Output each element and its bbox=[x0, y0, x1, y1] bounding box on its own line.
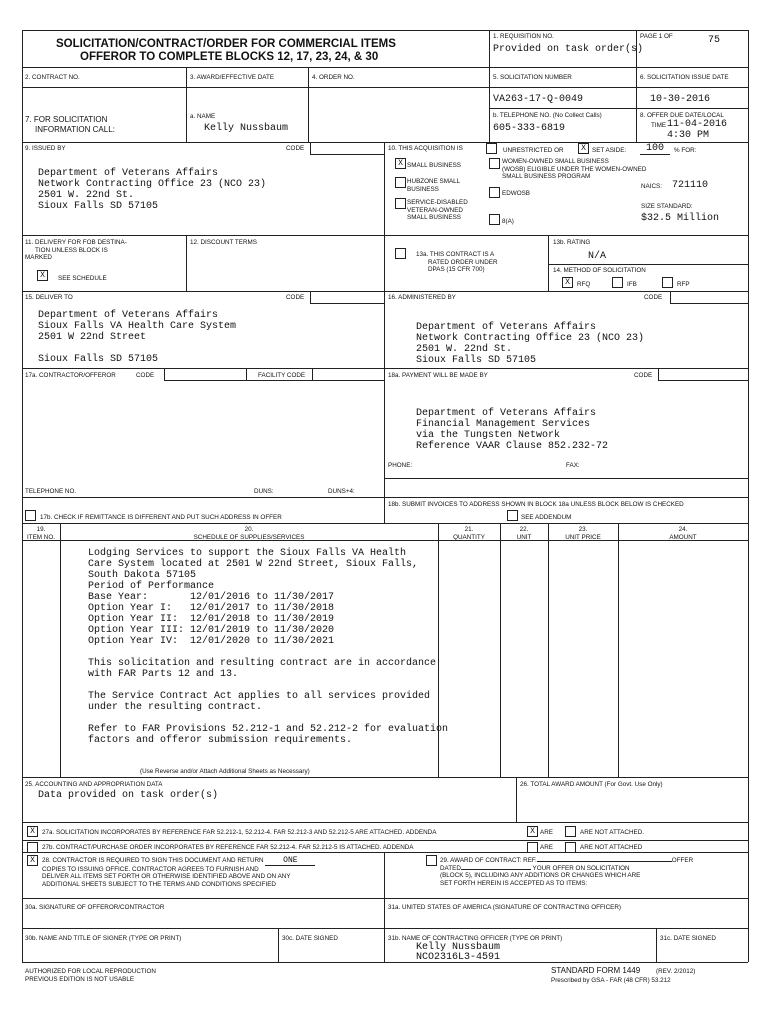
form-number: STANDARD FORM 1449 bbox=[551, 966, 641, 975]
incorporates-27b-checkbox[interactable] bbox=[27, 842, 38, 853]
form-revision: (REV. 2/2012) bbox=[656, 968, 696, 975]
unrestricted-label: UNRESTRICTED OR bbox=[503, 147, 564, 154]
total-award-label: 26. TOTAL AWARD AMOUNT (For Govt. Use Only) bbox=[520, 781, 663, 788]
see-schedule-checkbox[interactable]: X bbox=[37, 270, 48, 281]
setaside-percent[interactable]: 100 bbox=[640, 143, 670, 155]
offer-due-date[interactable]: 11-04-2016 bbox=[667, 119, 728, 130]
col-item-no: 19. ITEM NO. bbox=[27, 526, 55, 541]
addendum-checkbox[interactable] bbox=[507, 510, 518, 521]
order-no-label: 4. ORDER NO. bbox=[312, 74, 355, 81]
sign-required-checkbox[interactable]: X bbox=[27, 855, 38, 866]
rfp-label: RFP bbox=[677, 281, 690, 288]
officer-name-label: 31b. NAME OF CONTRACTING OFFICER (TYPE OR PRINT) bbox=[388, 935, 563, 942]
hubzone-label: HUBZONE SMALL BUSINESS bbox=[407, 178, 461, 193]
form-title: SOLICITATION/CONTRACT/ORDER FOR COMMERCIAL ITEMS bbox=[56, 38, 396, 50]
date-signed-31c-label: 31c. DATE SIGNED bbox=[660, 935, 716, 942]
are-not-attached-27b-label: ARE NOT ATTACHED bbox=[580, 844, 643, 851]
contractor-code-label: CODE bbox=[136, 372, 155, 379]
ifb-label: IFB bbox=[627, 281, 637, 288]
col-quantity: 21. QUANTITY bbox=[453, 526, 485, 541]
col-supplies: 20. SCHEDULE OF SUPPLIES/SERVICES bbox=[193, 526, 305, 541]
signature-officer-label: 31a. UNITED STATES OF AMERICA (SIGNATURE OF CONTRACTING OFFICER) bbox=[388, 904, 622, 911]
are-attached-27b-label: ARE bbox=[540, 844, 553, 851]
telephone-label: b. TELEPHONE NO. (No Collect Calls) bbox=[493, 112, 602, 119]
page-total: 75 bbox=[708, 35, 721, 46]
requisition-value[interactable]: Provided on task order(s) bbox=[493, 44, 644, 55]
telephone-value[interactable]: 605-333-6819 bbox=[493, 123, 566, 134]
payment-label: 18a. PAYMENT WILL BE MADE BY bbox=[388, 372, 488, 379]
are-attached-label: ARE bbox=[540, 829, 553, 836]
signature-offeror-label: 30a. SIGNATURE OF OFFEROR/CONTRACTOR bbox=[25, 904, 165, 911]
see-schedule-label: SEE SCHEDULE bbox=[58, 275, 107, 282]
incorporates-27a-label: 27a. SOLICITATION INCORPORATES BY REFERENCE FAR 52.212-1, 52.212-4. FAR 52.212-3 AND 52.212-5 ARE ATTACHED. ADDENDA bbox=[42, 829, 437, 836]
incorporates-27b-label: 27b. CONTRACT/PURCHASE ORDER INCORPORATES BY REFERENCE FAR 52.212-4. FAR 52.212-5 IS ATTACHED. ADDENDA bbox=[42, 844, 414, 851]
setaside-checkbox[interactable]: X bbox=[578, 143, 589, 154]
rfq-label: RFQ bbox=[577, 281, 591, 288]
contact-name-label: a. NAME bbox=[190, 113, 216, 120]
are-attached-27b-checkbox[interactable] bbox=[527, 842, 538, 853]
schedule-footnote: (Use Reverse and/or Attach Additional Sheets as Necessary) bbox=[140, 768, 310, 775]
rating-value[interactable]: N/A bbox=[588, 251, 607, 262]
fax-label: FAX: bbox=[566, 462, 580, 469]
size-standard-label: SIZE STANDARD: bbox=[641, 203, 693, 210]
admin-code-label: CODE bbox=[644, 294, 663, 301]
contact-name[interactable]: Kelly Nussbaum bbox=[204, 123, 289, 134]
issue-date[interactable]: 10-30-2016 bbox=[650, 94, 711, 105]
small-business-label: SMALL BUSINESS bbox=[407, 162, 462, 169]
issued-by-address[interactable]: Department of Veterans Affairs Network Contracting Office 23 (NCO 23) 2501 W. 22nd St. Sioux Falls SD 57105 bbox=[38, 168, 267, 212]
deliver-to-label: 15. DELIVER TO bbox=[25, 294, 73, 301]
are-not-attached-checkbox[interactable] bbox=[565, 826, 576, 837]
size-standard-value[interactable]: $32.5 Million bbox=[641, 213, 720, 224]
edwosb-label: EDWOSB bbox=[502, 190, 530, 197]
prescribed-by: Prescribed by GSA - FAR (48 CFR) 53.212 bbox=[551, 977, 671, 984]
offer-due-label: 8. OFFER DUE DATE/LOCAL bbox=[640, 112, 724, 119]
rfp-checkbox[interactable] bbox=[662, 277, 673, 288]
ifb-checkbox[interactable] bbox=[612, 277, 623, 288]
offer-due-time[interactable]: 4:30 PM bbox=[667, 130, 710, 141]
remittance-checkbox[interactable] bbox=[25, 510, 36, 521]
col-amount: 24. AMOUNT bbox=[669, 526, 697, 541]
info-call-label: 7. FOR SOLICITATION INFORMATION CALL: bbox=[25, 115, 115, 134]
eight-a-label: 8(A) bbox=[502, 218, 514, 225]
signer-name-label: 30b. NAME AND TITLE OF SIGNER (TYPE OR PRINT) bbox=[25, 935, 182, 942]
duns-label: DUNS: bbox=[254, 488, 274, 495]
solicitation-number-label: 5. SOLICITATION NUMBER bbox=[493, 74, 572, 81]
contract-no-label: 2. CONTRACT NO. bbox=[25, 74, 80, 81]
unrestricted-checkbox[interactable] bbox=[486, 143, 497, 154]
copies-count[interactable]: ONE bbox=[265, 857, 315, 866]
method-label: 14. METHOD OF SOLICITATION bbox=[553, 267, 646, 274]
small-business-checkbox[interactable]: X bbox=[395, 158, 406, 169]
date-signed-30c-label: 30c. DATE SIGNED bbox=[282, 935, 338, 942]
solicitation-number[interactable]: VA263-17-Q-0049 bbox=[493, 94, 584, 105]
requisition-label: 1. REQUISITION NO. bbox=[493, 33, 554, 40]
time-label: TIME bbox=[651, 122, 667, 129]
naics-label: NAICS: bbox=[641, 183, 662, 190]
rated-order-label: 13a. THIS CONTRACT IS A RATED ORDER UNDER DPAS (15 CFR 700) bbox=[416, 251, 498, 273]
are-not-attached-label: ARE NOT ATTACHED. bbox=[580, 829, 645, 836]
wosb-checkbox[interactable] bbox=[489, 158, 500, 169]
are-not-attached-27b-checkbox[interactable] bbox=[565, 842, 576, 853]
officer-id[interactable]: NCO2316L3-4591 bbox=[416, 952, 501, 963]
addendum-label: SEE ADDENDUM bbox=[521, 514, 572, 521]
remittance-label: 17b. CHECK IF REMITTANCE IS DIFFERENT AND PUT SUCH ADDRESS IN OFFER bbox=[40, 514, 282, 521]
duns4-label: DUNS+4: bbox=[328, 488, 355, 495]
contractor-label: 17a. CONTRACTOR/OFFEROR bbox=[25, 372, 116, 379]
rating-label: 13b. RATING bbox=[553, 239, 591, 246]
phone-label: PHONE: bbox=[388, 462, 413, 469]
setaside-label: SET ASIDE: bbox=[592, 147, 627, 154]
award-checkbox[interactable] bbox=[426, 855, 437, 866]
facility-code-label: FACILITY CODE bbox=[258, 372, 306, 379]
fob-label: 11. DELIVERY FOR FOB DESTINA- TION UNLESS BLOCK IS MARKED bbox=[25, 239, 127, 261]
incorporates-27a-checkbox[interactable]: X bbox=[27, 826, 38, 837]
award-date-label: 3. AWARD/EFFECTIVE DATE bbox=[190, 74, 275, 81]
hubzone-checkbox[interactable] bbox=[395, 177, 406, 188]
discount-terms-label: 12. DISCOUNT TERMS bbox=[190, 239, 257, 246]
sdvosb-checkbox[interactable] bbox=[395, 198, 406, 209]
issue-date-label: 6. SOLICITATION ISSUE DATE bbox=[640, 74, 729, 81]
are-attached-checkbox[interactable]: X bbox=[527, 826, 538, 837]
payment-code-label: CODE bbox=[634, 372, 653, 379]
schedule-description[interactable]: Lodging Services to support the Sioux Falls VA Health Care System located at 2501 W 22nd Street, Sioux Falls, South Dakota 57105 Period of Performance Base Year: 12/01/2016 to 11/30/2017 Option Year I: 12/01/2017 to 11/30/2018 Option Year II: 12/01/2018 to 11/30/2019 Option Year III: 12/01/2019 to 11/30/2020 Option Year IV: 12/01/2020 to 11/30/2021 This solicitation and resulting contract are in accordance with FAR Parts 12 and 13. The Service Contract Act applies to all services provided under the resulting contract. Refer to FAR Provisions 52.212-1 and 52.212-2 for evaluation factors and offeror submission requirements. bbox=[88, 548, 449, 746]
col-unit: 22. UNIT bbox=[516, 526, 532, 541]
previous-edition-note: PREVIOUS EDITION IS NOT USABLE bbox=[25, 976, 135, 983]
rfq-checkbox[interactable]: X bbox=[562, 277, 573, 288]
submit-invoices-label: 18b. SUBMIT INVOICES TO ADDRESS SHOWN IN BLOCK 18a UNLESS BLOCK BELOW IS CHECKED bbox=[388, 501, 684, 508]
form-subtitle: OFFEROR TO COMPLETE BLOCKS 12, 17, 23, 24, & 30 bbox=[80, 51, 379, 63]
percent-for-label: % FOR: bbox=[674, 147, 697, 154]
col-unit-price: 23. UNIT PRICE bbox=[565, 526, 601, 541]
accounting-value[interactable]: Data provided on task order(s) bbox=[38, 790, 219, 801]
accounting-label: 25. ACCOUNTING AND APPROPRIATION DATA bbox=[25, 781, 163, 788]
sdvosb-label: SERVICE-DISABLED VETERAN-OWNED SMALL BUSINESS bbox=[407, 199, 468, 221]
deliver-to-address[interactable]: Department of Veterans Affairs Sioux Falls VA Health Care System 2501 W 22nd Street Sioux Falls SD 57105 bbox=[38, 310, 237, 365]
naics-value[interactable]: 721110 bbox=[672, 180, 709, 191]
deliver-code-label: CODE bbox=[286, 294, 305, 301]
edwosb-checkbox[interactable] bbox=[489, 187, 500, 198]
issued-code-label: CODE bbox=[286, 145, 305, 152]
eight-a-checkbox[interactable] bbox=[489, 214, 500, 225]
rated-order-checkbox[interactable] bbox=[395, 248, 406, 259]
payment-address[interactable]: Department of Veterans Affairs Financial Management Services via the Tungsten Network Reference VAAR Clause 852.232-72 bbox=[416, 408, 609, 452]
administered-by-label: 16. ADMINISTERED BY bbox=[388, 294, 456, 301]
acquisition-label: 10. THIS ACQUISITION IS bbox=[388, 145, 463, 152]
sign-required-text: 28. CONTRACTOR IS REQUIRED TO SIGN THIS DOCUMENT AND RETURN ONE COPIES TO ISSUING OFFICE. CONTRACTOR AGREES TO FURNISH AND DELIVER ALL ITEMS SET FORTH OR OTHERWISE IDENTIFIED ABOVE AND ON ANY ADDITIONAL SHEETS SUBJECT TO THE TERMS AND CONDITIONS SPECIFIED bbox=[42, 857, 315, 888]
award-contract-text: 29. AWARD OF CONTRACT: REF. OFFER DATED YOUR OFFER ON SOLICITATION (BLOCK 5), INCLUDING ANY ADDITIONS OR CHANGES WHICH ARE SET FORTH HEREIN IS ACCEPTED AS TO ITEMS: bbox=[440, 857, 694, 887]
administered-by-address[interactable]: Department of Veterans Affairs Network Contracting Office 23 (NCO 23) 2501 W. 22nd St. Sioux Falls SD 57105 bbox=[416, 322, 645, 366]
officer-name[interactable]: Kelly Nussbaum bbox=[416, 942, 501, 953]
issued-by-label: 9. ISSUED BY bbox=[25, 145, 66, 152]
page-label: PAGE 1 OF bbox=[640, 33, 673, 40]
local-reproduction-note: AUTHORIZED FOR LOCAL REPRODUCTION bbox=[25, 968, 156, 975]
telephone-no-label: TELEPHONE NO. bbox=[25, 488, 77, 495]
wosb-label: WOMEN-OWNED SMALL BUSINESS (WOSB) ELIGIBLE UNDER THE WOMEN-OWNED SMALL BUSINESS PROGRAM bbox=[502, 158, 647, 180]
